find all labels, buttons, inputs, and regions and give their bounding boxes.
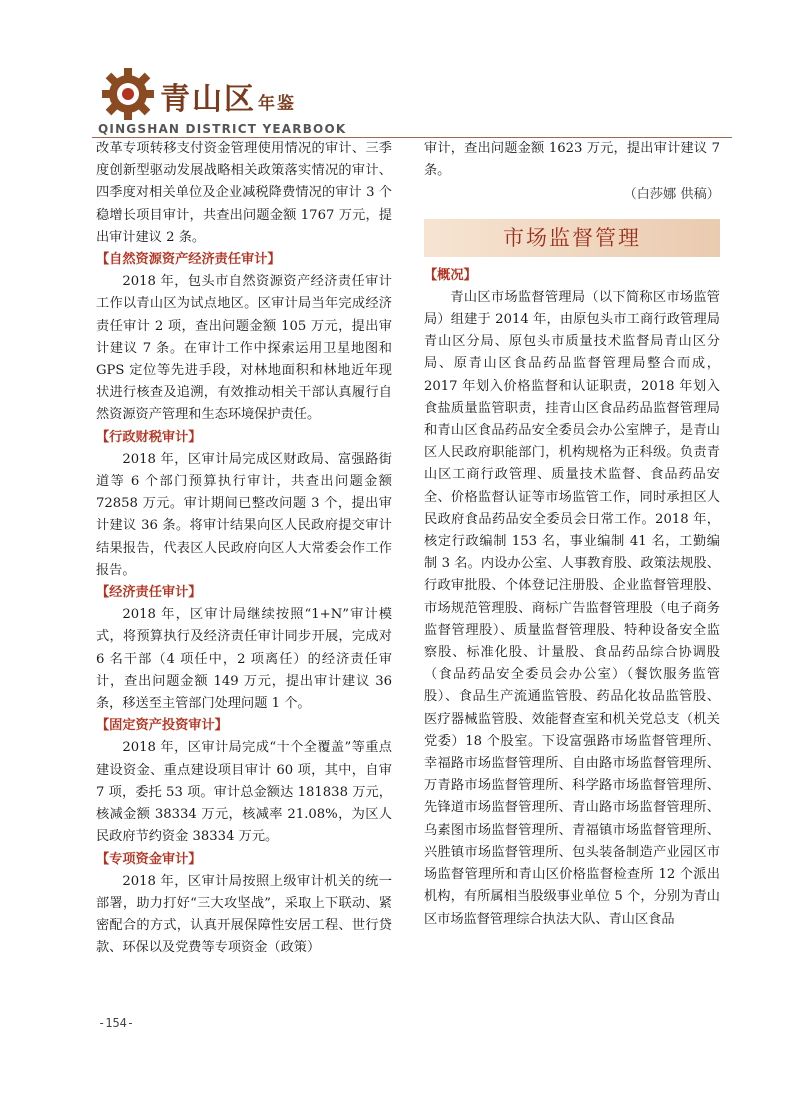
paragraph: 2018 年，区审计局完成“十个全覆盖”等重点建设资金、重点建设项目审计 60 项，其中，自审 7 项，委托 53 项。审计总金额达 181838 万元，核减金额 38334 万元，核减率 21.08%，为区人民政府节约资金 38334 万元。 xyxy=(96,740,392,845)
section-heading: 【概况】 xyxy=(424,267,477,283)
yearbook-title-main: 青山区 xyxy=(160,82,256,117)
contributor-credit: （白莎娜 供稿） xyxy=(623,187,720,203)
paragraph: 2018 年，区审计局继续按照“1+N”审计模式，将预算执行及经济责任审计同步开展，完成对 6 名干部（4 项任中，2 项离任）的经济责任审计，查出问题金额 149 万元，提出审计建议 36 条，移送至主管部门处理问题 1 个。 xyxy=(96,607,392,712)
paragraph: 青山区市场监督管理局（以下简称区市场监管局）组建于 2014 年，由原包头市工商行政管理局青山区分局、原包头市质量技术监督局青山区分局、原青山区食品药品监督管理局整合而成，2017 年划入价格监督和认证职责，2018 年划入食盐质量监管职责，挂青山区食品药品监督管理局和青山区食品药品安全委员会办公室牌子，是青山区人民政府职能部门，机构规格为正科级。负责青山区工商行政管理、质量技术监督、食品药品安全、价格监督认证等市场监管工作，同时承担区人民政府食品药品安全委员会日常工作。2018 年，核定行政编制 153 名，事业编制 41 名，工勤编制 3 名。内设办公室、人事教育股、政策法规股、行政审批股、个体登记注册股、企业监督管理股、市场规范管理股、商标广告监督管理股（电子商务监督管理股）、质量监督管理股、特种设备安全监察股、标准化股、计量股、食品药品综合协调股（食品药品安全委员会办公室）（餐饮服务监管股）、食品生产流通监管股、药品化妆品监管股、医疗器械监管股、效能督查室和机关党总支（机关党委）18 个股室。下设富强路市场监督管理所、幸福路市场监督管理所、自由路市场监督管理所、万青路市场监督管理所、科学路市场监督管理所、先锋道市场监督管理所、青山路市场监督管理所、乌素图市场监督管理所、青福镇市场监督管理所、兴胜镇市场监督管理所、包头装备制造产业园区市场监督管理所和青山区价格监督检查所 12 个派出机构，有所属相当股级事业单位 5 个，分别为青山区市场监督管理综合执法大队、青山区食品 xyxy=(424,289,720,927)
section-heading: 【自然资源资产经济责任审计】 xyxy=(96,252,281,268)
page-header xyxy=(92,58,732,138)
paragraph: 2018 年，区审计局按照上级审计机关的统一部署，助力打好“三大攻坚战”，采取上下联动、紧密配合的方式，认真开展保障性安居工程、世行贷款、环保以及党费等专项资金（政策） xyxy=(96,873,392,956)
gear-emblem-icon xyxy=(100,66,156,122)
section-heading: 【经济责任审计】 xyxy=(96,585,202,601)
page-number: -154- xyxy=(98,1016,135,1030)
paragraph: 2018 年，区审计局完成区财政局、富强路街道等 6 个部门预算执行审计，共查出问题金额 72858 万元。审计期间已整改问题 3 个，提出审计建议 36 条。将审计结果向区人民政府提交审计结果报告，代表区人民政府向区人大常委会作工作报告。 xyxy=(96,451,392,578)
section-heading: 【固定资产投资审计】 xyxy=(96,718,228,734)
chapter-title: 市场监督管理 xyxy=(424,219,720,257)
section-heading: 【行政财税审计】 xyxy=(96,429,202,445)
paragraph: 审计，查出问题金额 1623 万元，提出审计建议 7 条。 xyxy=(424,141,720,179)
yearbook-subtitle: QINGSHAN DISTRICT YEARBOOK xyxy=(98,122,347,136)
paragraph: 改革专项转移支付资金管理使用情况的审计、三季度创新型驱动发展战略相关政策落实情况的审计、四季度对相关单位及企业减税降费情况的审计 3 个稳增长项目审计，共查出问题金额 1767 万元，提出审计建议 2 条。 xyxy=(96,141,392,245)
yearbook-title-suffix: 年鉴 xyxy=(258,94,296,114)
left-column xyxy=(96,138,392,960)
right-column xyxy=(424,138,720,931)
paragraph: 2018 年，包头市自然资源资产经济责任审计工作以青山区为试点地区。区审计局当年完成经济责任审计 2 项，查出问题金额 105 万元，提出审计建议 7 条。在审计工作中探索运用卫星地图和 GPS 定位等先进手段，对林地面积和林地近年现状进行核查及追溯，有效推动相关干部认真履行自然资源资产管理和生态环境保护责任。 xyxy=(96,274,392,423)
yearbook-title xyxy=(160,74,296,118)
section-heading: 【专项资金审计】 xyxy=(96,851,202,867)
